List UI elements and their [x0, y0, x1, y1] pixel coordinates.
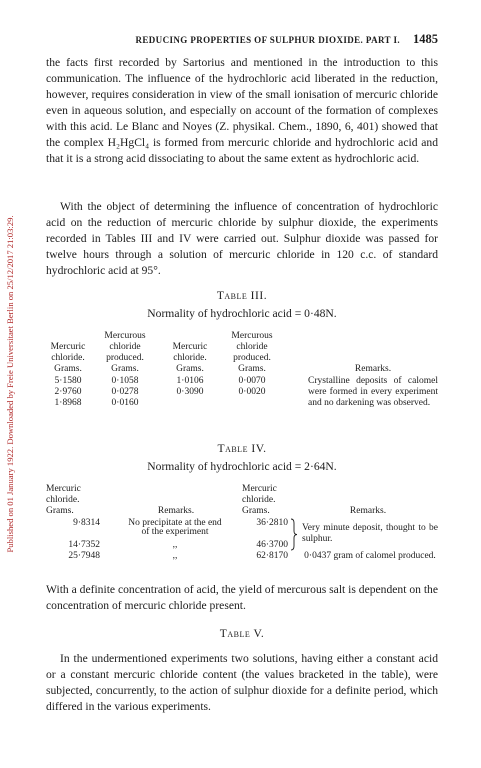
t3-h4-l4: Grams. [238, 364, 266, 374]
t3-remarks: Crystalline deposits of calomel were formed in every experiment and no darkening was observed. [308, 376, 438, 408]
t3-h2-l3: produced. [106, 353, 144, 363]
t3-h2-l4: Grams. [111, 364, 139, 374]
t4-left-remark-ditto-2: ,, [172, 551, 178, 561]
t3-h5: Remarks. [354, 364, 392, 374]
t3-r2-c3: 0·3090 [176, 387, 204, 397]
watermark-text: Published on 01 January 1922. Downloaded by Freie Universitaet Berlin on 25/12/2017 21:03:29. [5, 215, 15, 553]
t3-h3-l3: chloride. [173, 353, 207, 363]
table-4-caption: Table IV. [217, 442, 267, 455]
t4-left-v2: 14·7352 [68, 540, 100, 550]
t3-h1-l3: chloride. [51, 353, 85, 363]
t4-h1-l1: Mercuric [46, 484, 81, 494]
brace-icon [290, 518, 298, 551]
t4-h4: Remarks. [349, 506, 387, 516]
table-5-caption: Table V. [219, 627, 265, 640]
running-head-title: REDUCING PROPERTIES OF SULPHUR DIOXIDE. PART I. [135, 35, 400, 45]
t3-r1-c2: 0·1058 [111, 376, 139, 386]
t3-h1-l2: Mercuric [50, 342, 86, 352]
t4-right-remark-last: 0·0437 gram of calomel produced. [304, 551, 436, 561]
t4-h1-l2: chloride. [46, 495, 80, 505]
t3-r2-c2: 0·0278 [111, 387, 139, 397]
table-3-caption: Table III. [216, 289, 268, 302]
t4-left-remark-ditto-1: ,, [172, 540, 178, 550]
t4-right-v3: 62·8170 [256, 551, 288, 561]
paragraph-2: With the object of determining the influence of concentration of hydrochloric acid on the reduction of mercuric chloride by sulphur dioxide, the experiments recorded in Tables III and IV were carried out. Sulphur dioxide was passed for twelve hours through a solution of mercuric chloride in 120 c.c. of standard hydrochloric acid at 95°. [46, 200, 438, 277]
t4-h3-l3: Grams. [242, 506, 270, 516]
t4-h3-l2: chloride. [242, 495, 276, 505]
t3-h4-l2: chloride [236, 342, 268, 352]
table-3 [46, 331, 438, 451]
t4-h3-l1: Mercuric [242, 484, 277, 494]
t3-h2-l2: chloride [109, 342, 141, 352]
t3-h1-l4: Grams. [54, 364, 82, 374]
t4-right-remark-bracket: Very minute deposit, thought to be sulphur. [302, 523, 438, 544]
t3-r3-c1: 1·8968 [54, 398, 82, 408]
t4-h1-l3: Grams. [46, 506, 74, 516]
t3-h4-l3: produced. [233, 353, 271, 363]
table-3-subtitle: Normality of hydrochloric acid = 0·48N. [147, 307, 337, 320]
t4-left-remark-2: of the experiment [141, 527, 209, 537]
t3-r2-c1: 2·9760 [54, 387, 82, 397]
t3-r1-c1: 5·1580 [54, 376, 82, 386]
t3-h3-l2: Mercuric [172, 342, 208, 352]
t3-r2-c4: 0·0020 [238, 387, 266, 397]
t4-right-v2: 46·3700 [256, 540, 288, 550]
paragraph-1: the facts first recorded by Sartorius and mentioned in the introduction to this communication. The influence of the hydrochloric acid liberated in the reduction, however, requires consideration in view of the small ionisation of mercuric chloride even in aqueous solution, and especially on account of the formation of complexes with this acid. Le Blanc and Noyes (Z. physikal. Chem., 1890, 6, 401) showed that the complex H₂HgCl₄ is formed from mercuric chloride and hydrochloric acid and that it is a strong acid dissociating to about the same extent as hydrochloric acid. [46, 56, 438, 165]
t3-h4-l1: Mercurous [231, 331, 273, 341]
running-head [46, 34, 438, 48]
t3-r1-c3: 1·0106 [176, 376, 204, 386]
t4-left-v1: 9·8314 [73, 518, 100, 528]
t4-right-v1: 36·2810 [256, 518, 288, 528]
table-4-subtitle: Normality of hydrochloric acid = 2·64N. [147, 460, 337, 473]
paragraph-3: With a definite concentration of acid, the yield of mercurous salt is dependent on the concentration of mercuric chloride present. [46, 583, 438, 612]
t3-r3-c2: 0·0160 [111, 398, 139, 408]
t4-h2: Remarks. [157, 506, 195, 516]
t4-left-v3: 25·7948 [68, 551, 100, 561]
paragraph-4: In the undermentioned experiments two solutions, having either a constant acid or a constant mercuric chloride content (the values bracketed in the table), were subjected, concurrently, to the action of sulphur dioxide for a definite period, which differed in the various experiments. [46, 652, 438, 713]
page-number: 1485 [413, 32, 438, 46]
t3-h2-l1: Mercurous [104, 331, 146, 341]
table-4 [46, 484, 438, 584]
t3-h3-l4: Grams. [176, 364, 204, 374]
t3-r1-c4: 0·0070 [238, 376, 266, 386]
download-watermark [0, 0, 20, 768]
t4-left-remark-1: No precipitate at the end [128, 518, 222, 528]
